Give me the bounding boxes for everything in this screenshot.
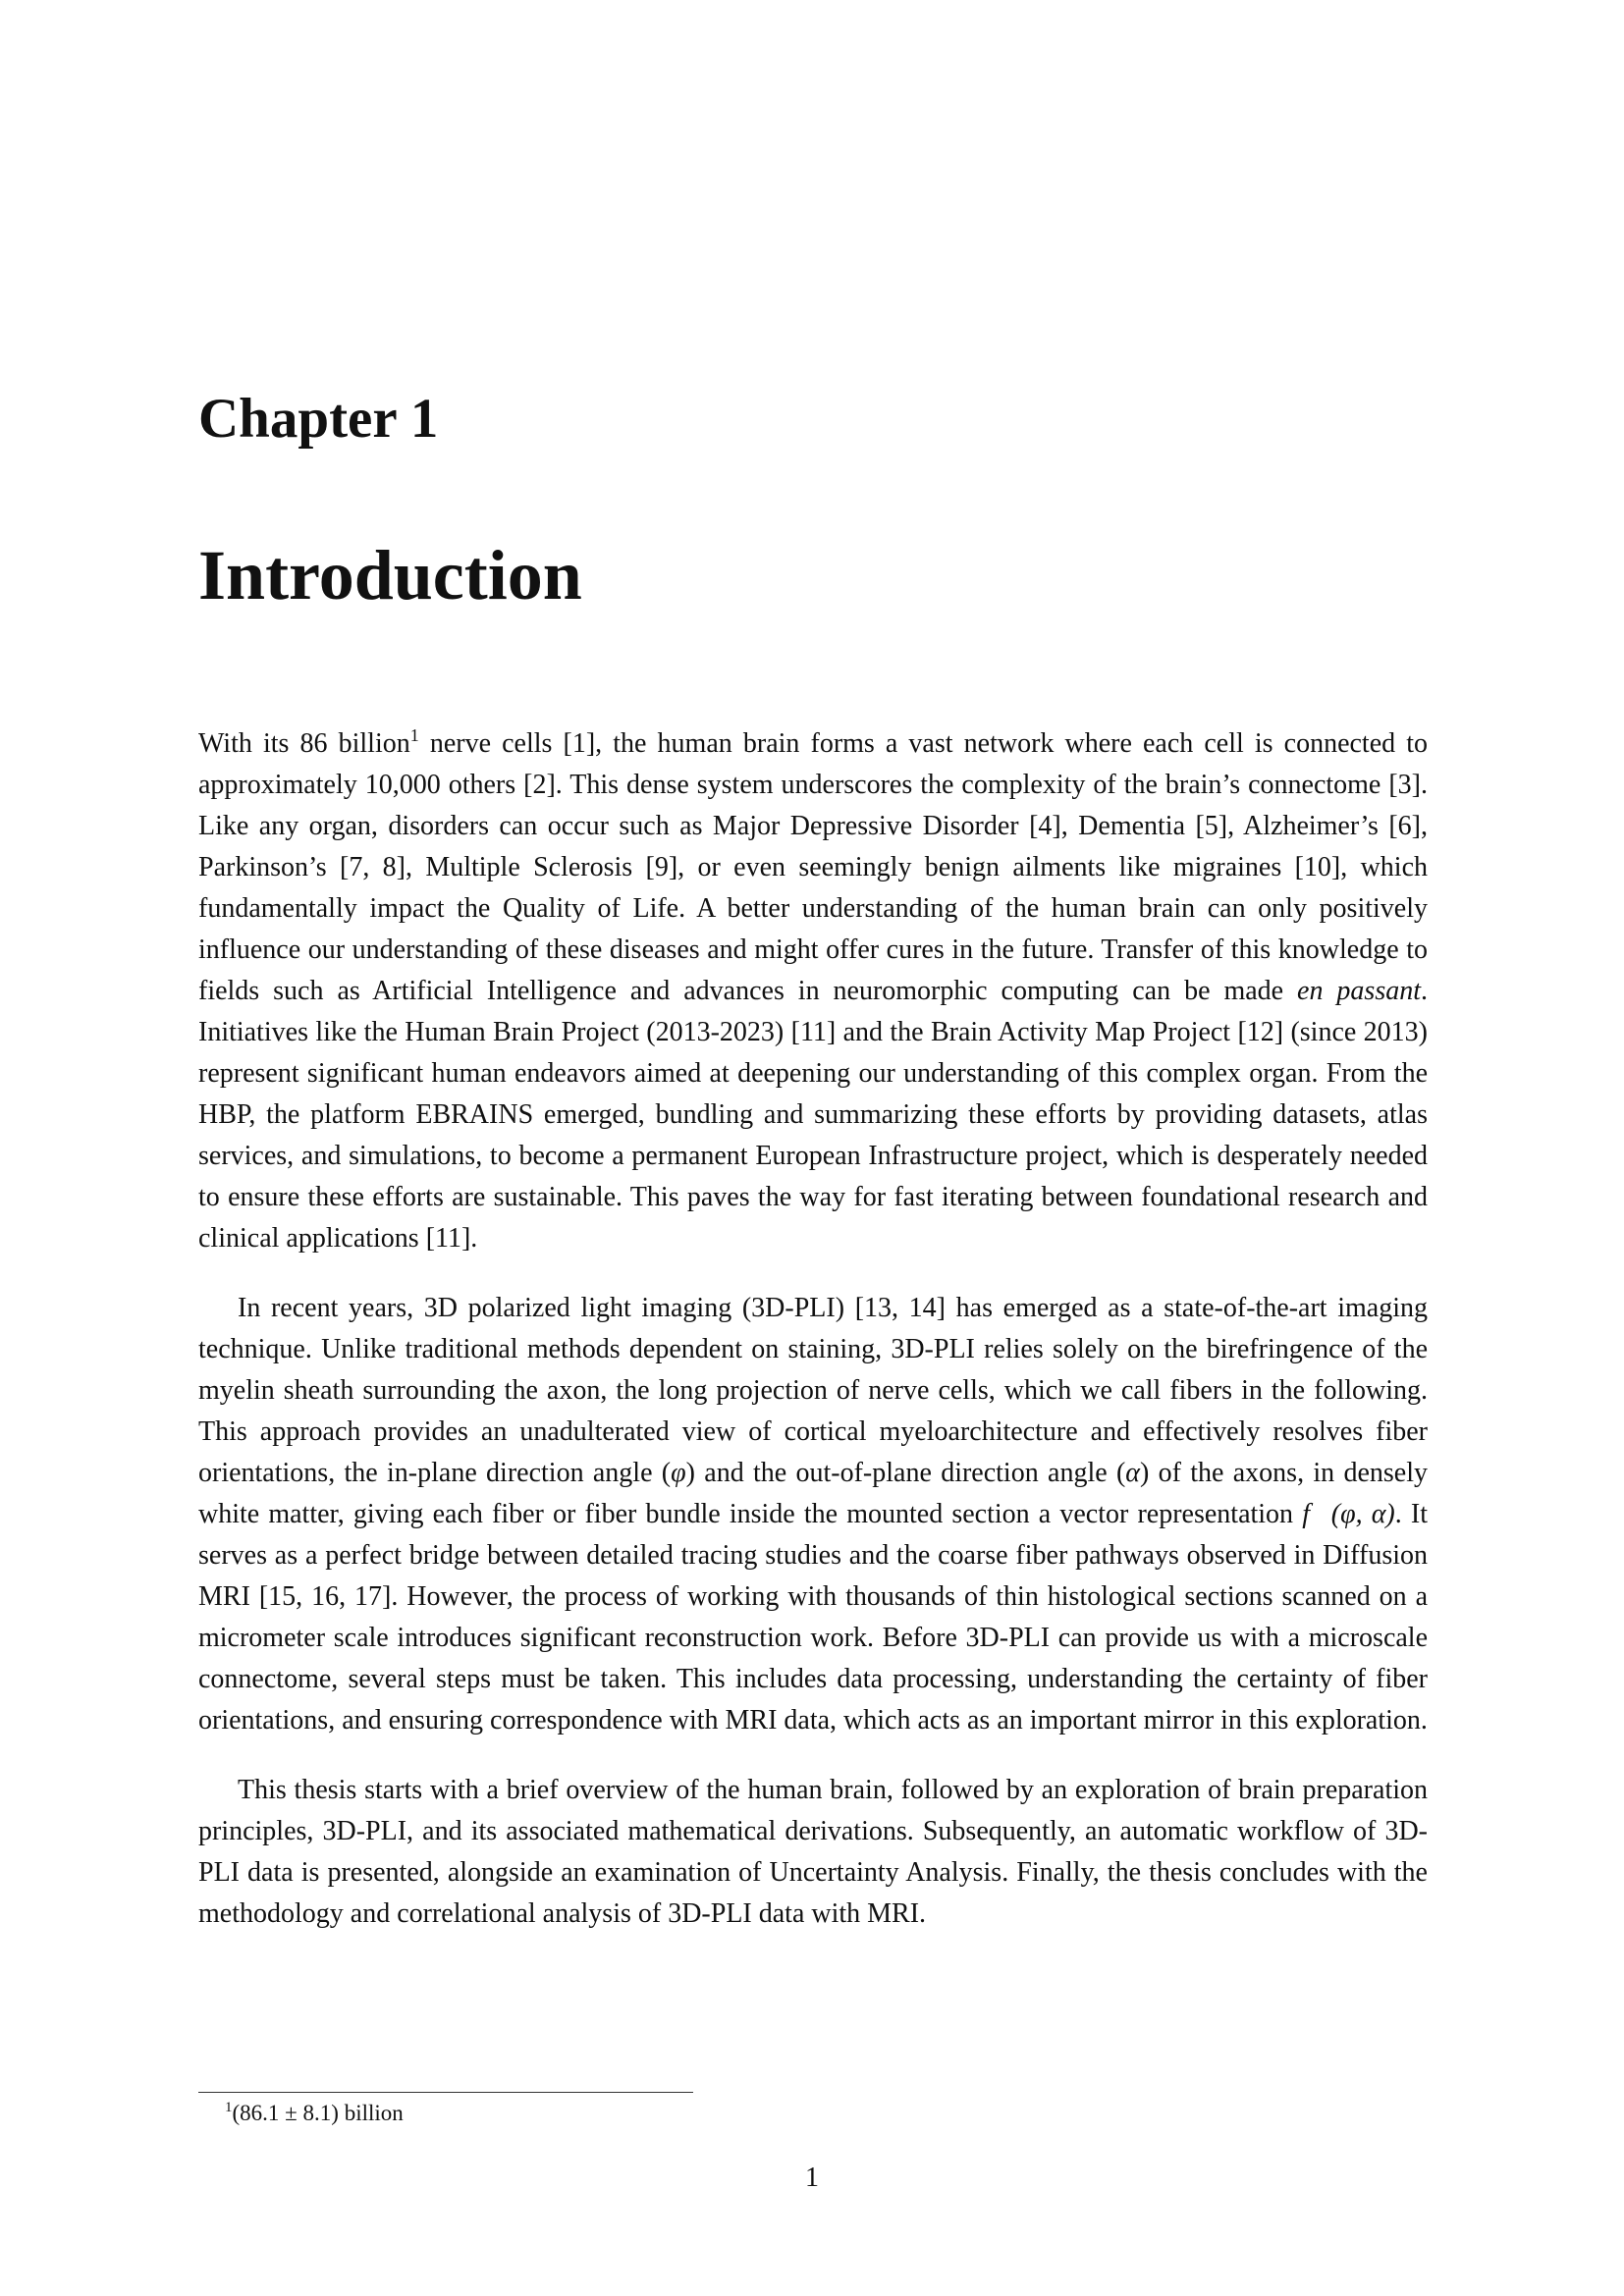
footnote-reference[interactable]: 1 bbox=[409, 725, 419, 745]
paragraph-1-text-c: . Initiatives like the Human Brain Project (2013-2023) [11] and the Brain Activity Map Project [12] (since 2013) represent significant human endeavors aimed at deepening our understanding of this complex organ. From the HBP, the platform EBRAINS emerged, bundling and summarizing these efforts by providing datasets, atlas services, and simulations, to become a permanent European Infrastructure project, which is desperately needed to ensure these efforts are sustainable. This paves the way for fast iterating between foundational research and clinical applications [11]. bbox=[198, 976, 1428, 1254]
paragraph-2-text-a: In recent years, 3D polarized light imaging (3D-PLI) [13, 14] has emerged as a state-of-the-art imaging technique. Unlike traditional methods dependent on staining, 3D-PLI relies solely on the birefringence of the myelin sheath surrounding the axon, the long projection of nerve cells, which we call fibers in the following. This approach provides an unadulterated view of cortical myeloarchitecture and effectively resolves fiber orientations, the in-plane direction angle ( bbox=[198, 1293, 1428, 1488]
chapter-title: Introduction bbox=[198, 536, 582, 614]
paragraph-3: This thesis starts with a brief overview of the human brain, followed by an exploration of brain preparation principles, 3D-PLI, and its associated mathematical derivations. Subsequently, an automatic workflow of 3D-PLI data is presented, alongside an examination of Uncertainty Analysis. Finally, the thesis concludes with the methodology and correlational analysis of 3D-PLI data with MRI. bbox=[198, 1775, 1428, 1929]
paragraph-1-text-b: nerve cells [1], the human brain forms a vast network where each cell is connected to approximately 10,000 others [2]. This dense system underscores the complexity of the brain’s connectome [3]. Like any organ, disorders can occur such as Major Depressive Disorder [4], Dementia [5], Alzheimer’s [6], Parkinson’s [7, 8], Multiple Sclerosis [9], or even seemingly benign ailments like migraines [10], which fundamentally impact the Quality of Life. A better understanding of the human brain can only positively influence our understanding of these diseases and might offer cures in the future. Transfer of this knowledge to fields such as Artificial Intelligence and advances in neuromorphic computing can be made bbox=[198, 728, 1429, 1006]
body-text bbox=[198, 723, 1428, 1963]
paragraph-2-text-d: . It serves as a perfect bridge between detailed tracing studies and the coarse fiber pathways observed in Diffusion MRI [15, 16, 17]. However, the process of working with thousands of thin histological sections scanned on a micrometer scale introduces significant reconstruction work. Before 3D-PLI can provide us with a microscale connectome, several steps must be taken. This includes data processing, understanding the certainty of fiber orientations, and ensuring correspondence with MRI data, which acts as an important mirror in this exploration. bbox=[198, 1499, 1428, 1735]
footnote-mark: 1 bbox=[225, 2100, 233, 2115]
paragraph-1 bbox=[198, 723, 1428, 1259]
emphasis-en-passant: en passant bbox=[1297, 976, 1421, 1006]
paragraph-1-text-a: With its 86 billion bbox=[198, 728, 410, 759]
math-alpha: α bbox=[1125, 1458, 1140, 1488]
paragraph-2-text-c: ) of the axons, in densely white matter, giving each fiber or fiber bundle inside the mounted section a vector representation bbox=[198, 1458, 1428, 1529]
paragraph-2 bbox=[198, 1288, 1428, 1741]
chapter-label: Chapter 1 bbox=[198, 388, 439, 450]
math-phi: φ bbox=[671, 1458, 686, 1488]
footnote-text: (86.1 ± 8.1) billion bbox=[232, 2101, 404, 2125]
page-number: 1 bbox=[805, 2163, 819, 2193]
math-fiber-vector: f⃗(φ, α) bbox=[1302, 1499, 1395, 1529]
paragraph-2-text-b: ) and the out-of-plane direction angle ( bbox=[685, 1458, 1126, 1488]
footnote bbox=[225, 2099, 404, 2128]
footnote-divider bbox=[198, 2092, 693, 2093]
